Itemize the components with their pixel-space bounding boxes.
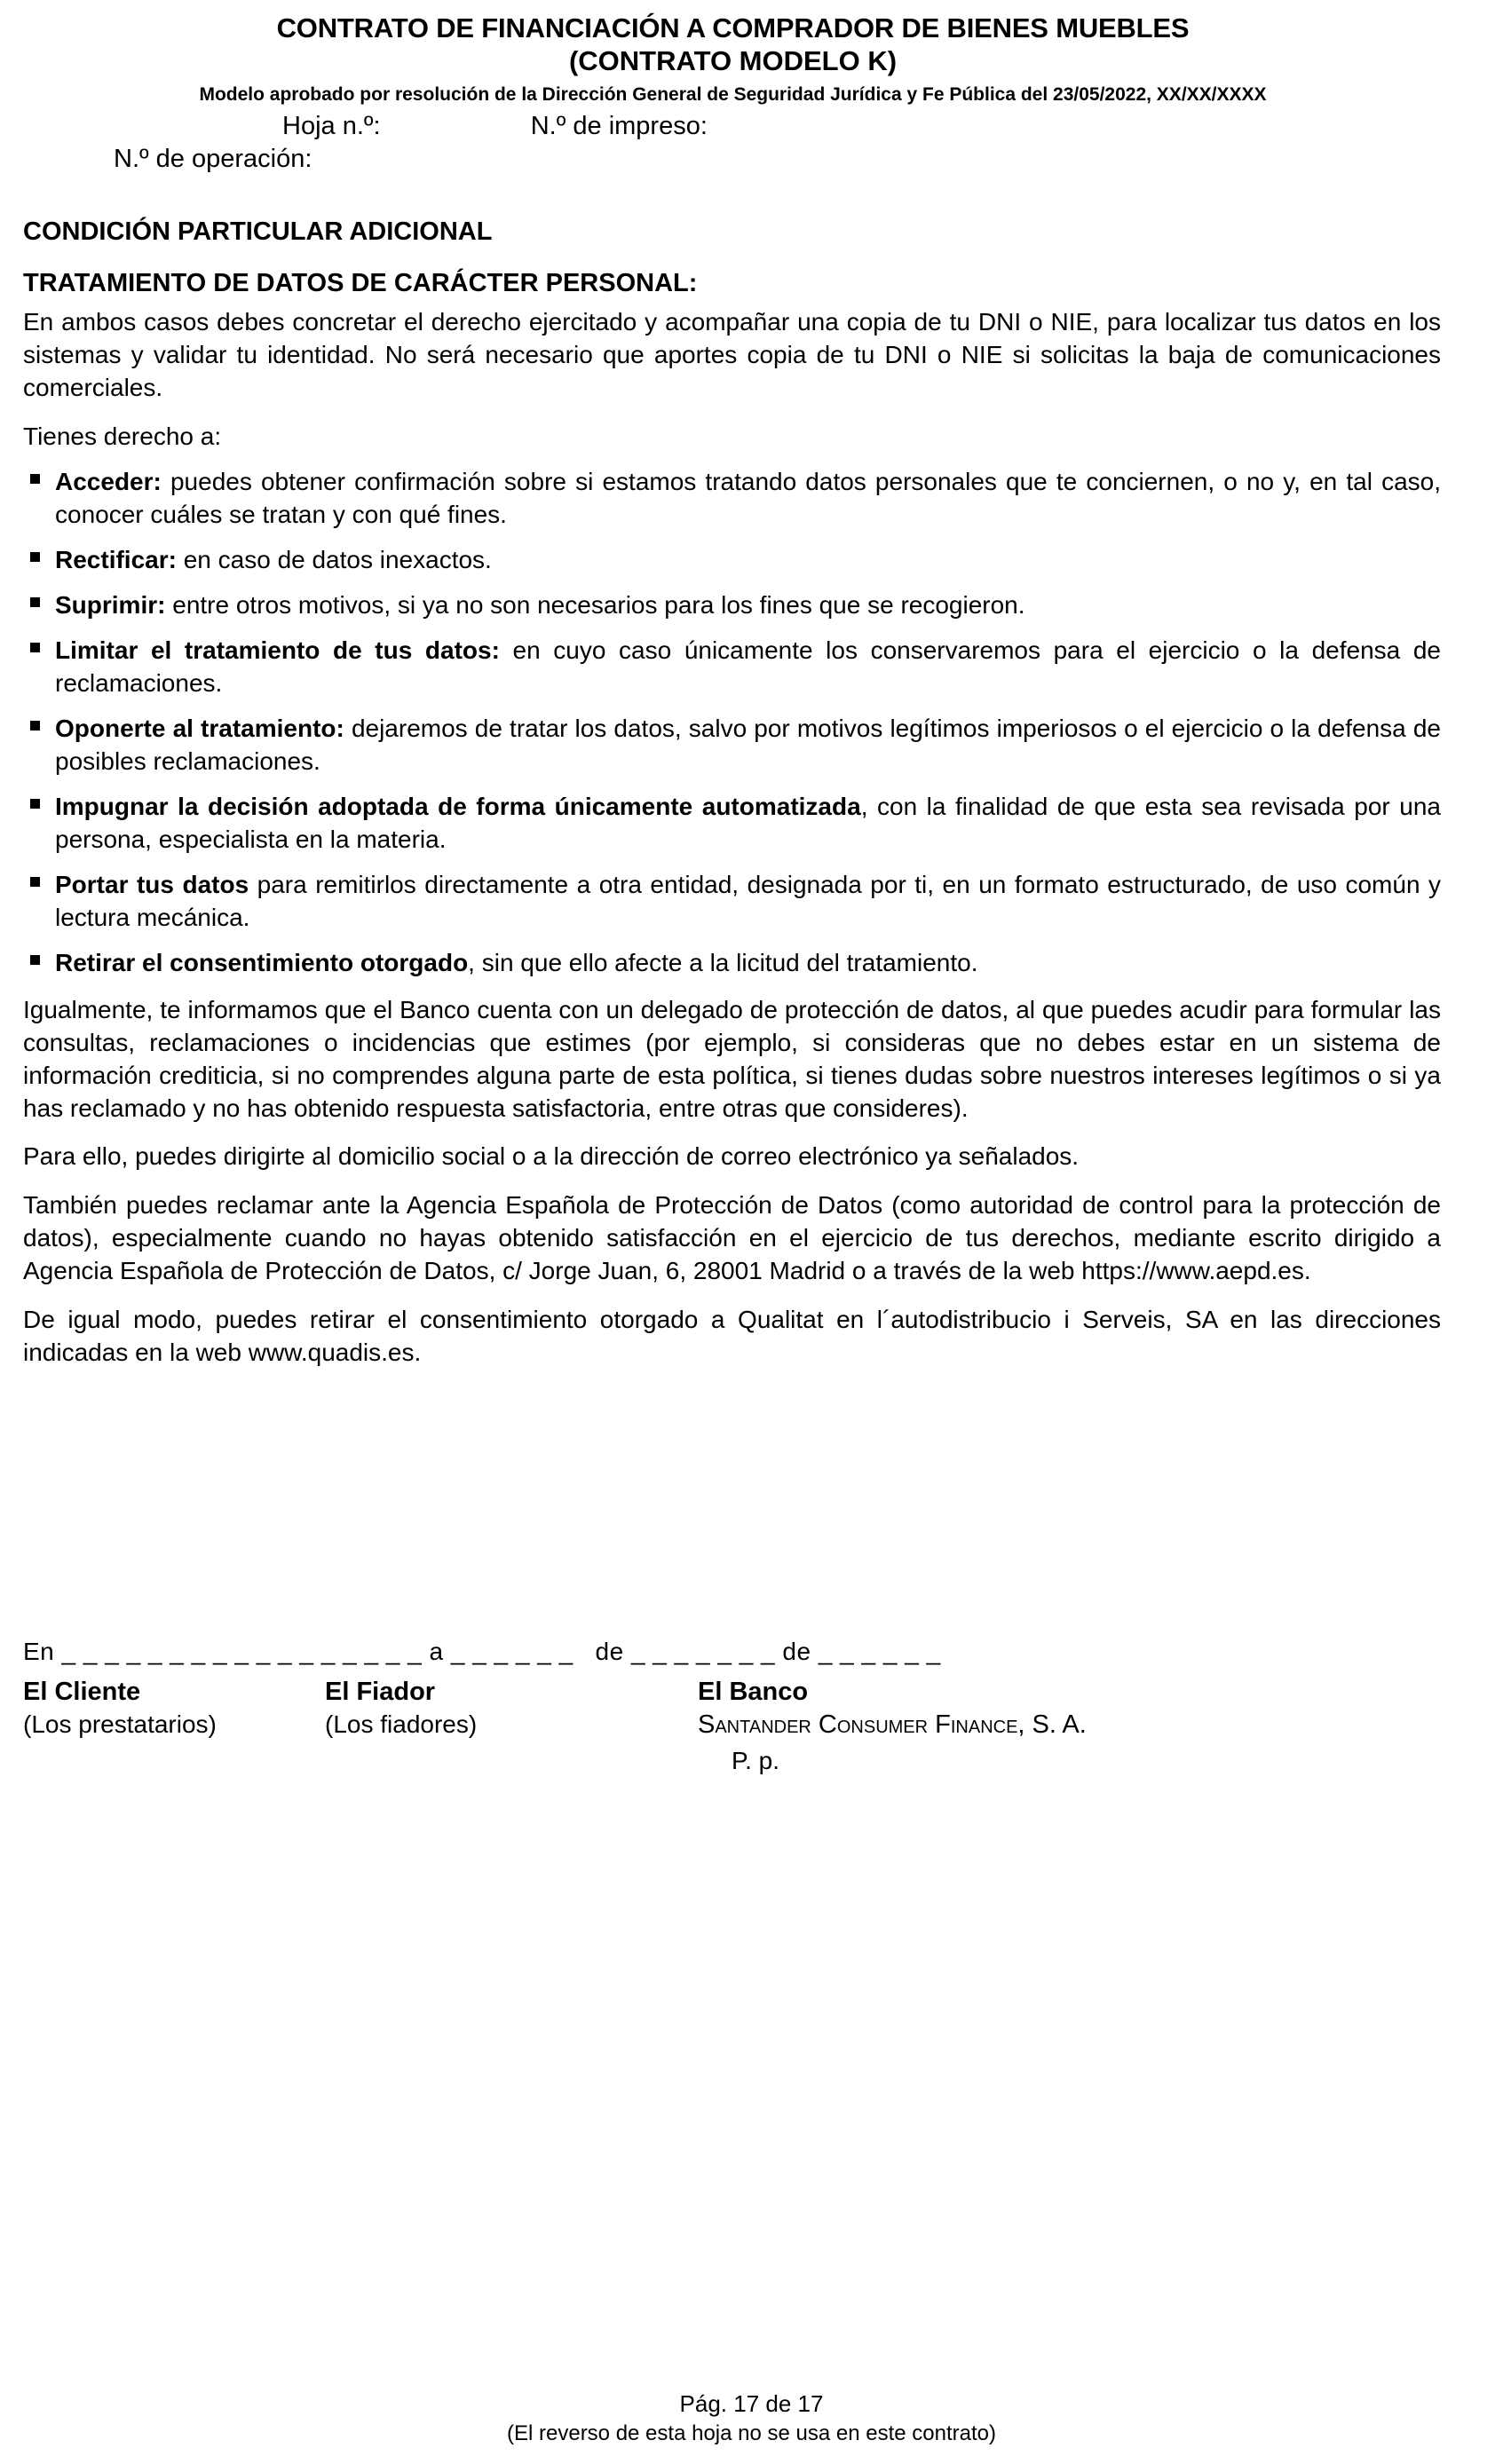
footer-note: (El reverso de esta hoja no se usa en este contrato) xyxy=(507,2421,996,2445)
square-bullet-icon xyxy=(30,799,40,809)
page-number: Pág. 17 de 17 xyxy=(679,2389,824,2417)
document-approval-note: Modelo aprobado por resolución de la Dirección General de Seguridad Jurídica y Fe Pública del 23/05/2022, XX/XX/XXXX xyxy=(199,84,1267,106)
right-text: entre otros motivos, si ya no son necesarios para los fines que se recogieron. xyxy=(165,591,1025,620)
document-title: CONTRATO DE FINANCIACIÓN A COMPRADOR DE BIENES MUEBLES xyxy=(276,12,1190,43)
signature-block-bank xyxy=(698,1676,1450,1777)
square-bullet-icon xyxy=(30,955,40,965)
document-header xyxy=(16,12,1450,107)
right-label: Acceder: xyxy=(55,468,162,496)
operation-number-line: N.º de operación: xyxy=(114,144,312,173)
right-label: Impugnar la decisión adoptada de forma únicamente automatizada xyxy=(55,792,861,820)
right-label: Oponerte al tratamiento: xyxy=(55,714,344,742)
square-bullet-icon xyxy=(30,877,40,887)
consent-withdrawal-paragraph: De igual modo, puedes retirar el consentimiento otorgado a Qualitat en l´autodistribucio i Serveis, SA en las direcciones indicadas en la web www.quadis.es. xyxy=(23,1306,1441,1367)
document-subtitle: (CONTRATO MODELO K) xyxy=(568,44,898,76)
list-item xyxy=(23,869,1441,935)
signature-columns xyxy=(23,1676,1450,1777)
right-label: Limitar el tratamiento de tus datos: xyxy=(55,636,500,665)
signature-block-guarantor xyxy=(325,1676,698,1777)
list-item xyxy=(23,544,1441,577)
right-text: dejaremos de tratar los datos, salvo por motivos legítimos imperiosos o el ejercicio o la defensa de posibles reclamaciones. xyxy=(55,714,1441,775)
square-bullet-icon xyxy=(30,552,40,562)
place-and-date-line: En _ _ _ _ _ _ _ _ _ _ _ _ _ _ _ _ _ a _ _ _ _ _ _ de _ _ _ _ _ _ _ de _ _ _ _ _ _ xyxy=(23,1638,941,1666)
aepd-paragraph: También puedes reclamar ante la Agencia Española de Protección de Datos (como autoridad de control para la protección de datos), especialmente cuando no hayas obtenido satisfacción en el ejercicio de tus derechos, mediante escrito dirigido a Agencia Española de Protección de Datos, c/ Jorge Juan, 6, 28001 Madrid o a través de la web https://www.aepd.es. xyxy=(23,1191,1441,1285)
section-title: CONDICIÓN PARTICULAR ADICIONAL xyxy=(23,217,493,246)
right-label: Rectificar: xyxy=(55,546,177,574)
right-label: Retirar el consentimiento otorgado xyxy=(55,948,469,976)
right-text: puedes obtener confirmación sobre si estamos tratando datos personales que te conciernen, o no y, en tal caso, conocer cuáles se tratan y con qué fines. xyxy=(55,468,1441,529)
bank-pp-label: P. p. xyxy=(732,1746,779,1774)
list-item xyxy=(23,713,1441,778)
client-heading: El Cliente xyxy=(23,1677,141,1706)
rights-lead: Tienes derecho a: xyxy=(23,423,222,451)
list-item xyxy=(23,466,1441,532)
contact-paragraph: Para ello, puedes dirigirte al domicilio social o a la dirección de correo electrónico ya señalados. xyxy=(23,1142,1080,1171)
bank-heading: El Banco xyxy=(698,1677,809,1706)
right-text: en caso de datos inexactos. xyxy=(176,546,492,574)
list-item xyxy=(23,635,1441,700)
document-body xyxy=(16,216,1450,1370)
sheet-number-line: Hoja n.º: N.º de impreso: xyxy=(282,112,708,141)
dpo-paragraph: Igualmente, te informamos que el Banco cuenta con un delegado de protección de datos, al que puedes acudir para formular las consultas, reclamaciones o incidencias que estimes (por ejemplo, si consideras que no debes estar en un sistema de información crediticia, si no comprendes alguna parte de esta política, si tienes dudas sobre nuestros intereses legítimos o si ya has reclamado y no has obtenido respuesta satisfactoria, entre otras que consideres). xyxy=(23,995,1441,1122)
intro-paragraph: En ambos casos debes concretar el derecho ejercitado y acompañar una copia de tu DNI o NIE, para localizar tus datos en los sistemas y validar tu identidad. No será necesario que aportes copia de tu DNI o NIE si solicitas la baja de comunicaciones comerciales. xyxy=(23,308,1441,402)
right-label: Suprimir: xyxy=(55,591,166,620)
signature-block-client xyxy=(23,1676,325,1777)
right-label: Portar tus datos xyxy=(55,870,249,898)
right-text: en cuyo caso únicamente los conservaremos para el ejercicio o la defensa de reclamaciones. xyxy=(55,636,1441,698)
client-subtitle: (Los prestatarios) xyxy=(23,1710,217,1738)
square-bullet-icon xyxy=(30,474,40,484)
guarantor-subtitle: (Los fiadores) xyxy=(325,1710,478,1738)
right-text: , con la finalidad de que esta sea revisada por una persona, especialista en la materia. xyxy=(55,792,1441,853)
square-bullet-icon xyxy=(30,721,40,731)
list-item xyxy=(23,791,1441,857)
list-item xyxy=(23,947,1441,980)
right-text: para remitirlos directamente a otra entidad, designada por ti, en un formato estructurado, de uso común y lectura mecánica. xyxy=(55,870,1442,931)
subsection-title: TRATAMIENTO DE DATOS DE CARÁCTER PERSONAL: xyxy=(23,269,698,298)
right-text: , sin que ello afecte a la licitud del tratamiento. xyxy=(468,948,978,976)
square-bullet-icon xyxy=(30,597,40,607)
list-item xyxy=(23,589,1441,622)
signature-area xyxy=(16,1636,1450,1776)
rights-list xyxy=(23,466,1441,979)
page-footer xyxy=(0,2389,1503,2448)
guarantor-heading: El Fiador xyxy=(325,1677,436,1706)
bank-entity-name: Santander Consumer Finance, S. A. xyxy=(698,1710,1087,1739)
reference-block xyxy=(16,110,1450,175)
square-bullet-icon xyxy=(30,643,40,652)
